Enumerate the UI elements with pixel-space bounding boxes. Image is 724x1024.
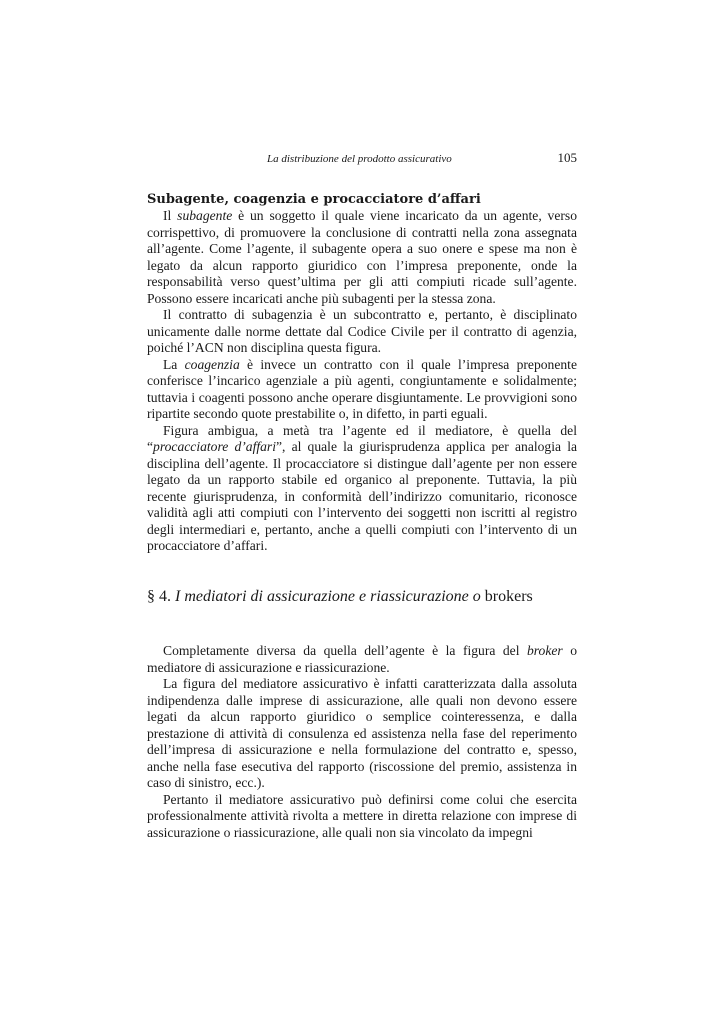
section-number: § 4.: [147, 587, 171, 605]
paragraph: Pertanto il mediatore assicurativo può definirsi come colui che esercita professionalmente attività rivolta a mettere in diretta relazione con imprese di assicurazione o riassicurazione, alle quali non sia vincolato da impegni: [147, 791, 577, 840]
running-title: La distribuzione del prodotto assicurativo: [267, 153, 452, 165]
section-title-italic: I mediatori di assicurazione e riassicurazione o: [175, 587, 481, 605]
paragraph: Completamente diversa da quella dell’agente è la figura del broker o mediatore di assicurazione e riassicurazione.: [147, 643, 577, 675]
paragraph: Il subagente è un soggetto il quale viene incaricato da un agente, verso corrispettivo, di promuovere la conclusione di contratti nella zona assegnata all’agente. Come l’agente, il subagente opera a suo onere e spese ma non è legato da alcun rapporto giuridico con l’impresa preponente, onde la responsabilità verso quest’ultima per gli atti compiuti ricade sull’agente. Possono essere incaricati anche più subagenti per la stessa zona.: [147, 208, 578, 306]
subsection-title: Subagente, coagenzia e procacciatore d’affari: [147, 191, 481, 207]
paragraph: Il contratto di subagenzia è un subcontratto e, pertanto, è disciplinato unicamente dalle norme dettate dal Codice Civile per il contratto di agenzia, poiché l’ACN non disciplina questa figura.: [147, 307, 577, 355]
paragraph: Figura ambigua, a metà tra l’agente ed il mediatore, è quella del “procacciatore d’affari”, al quale la giurisprudenza applica per analogia la disciplina dell’agente. Il procacciatore si distingue dall’agente per non essere legato da un rapporto stabile ed organico al preponente. Tuttavia, la più recente giurisprudenza, in conformità dell’indirizzo comunitario, riconosce validità agli atti compiuti con l’intervento dei soggetti non iscritti al registro degli intermediari e, pertanto, anche a quelli compiuti con l’intervento di un procacciatore d’affari.: [147, 422, 578, 553]
page-number: 105: [557, 150, 577, 165]
running-head: [147, 150, 577, 168]
section-heading: [147, 589, 577, 606]
book-page: [147, 150, 577, 841]
section-title-roman: brokers: [484, 587, 533, 605]
paragraph: La figura del mediatore assicurativo è infatti caratterizzata dalla assoluta indipendenza dalle imprese di assicurazione, alle quali non devono essere legati da alcun rapporto giuridico o semplice cointeressenza, e dalla prestazione di attività di consulenza ed assistenza nella fase del reperimento dell’impresa di assicurazione e nella formulazione del contratto e, spesso, anche nella fase esecutiva del rapporto (riscossione del premio, assistenza in caso di sinistro, ecc.).: [147, 676, 577, 790]
paragraph: La coagenzia è invece un contratto con il quale l’impresa preponente conferisce l’incarico agenziale a più agenti, congiuntamente e solidalmente; tuttavia i coagenti possono anche operare disgiuntamente. Le provvigioni sono ripartite secondo quote prestabilite o, in difetto, in parti eguali.: [147, 356, 577, 421]
